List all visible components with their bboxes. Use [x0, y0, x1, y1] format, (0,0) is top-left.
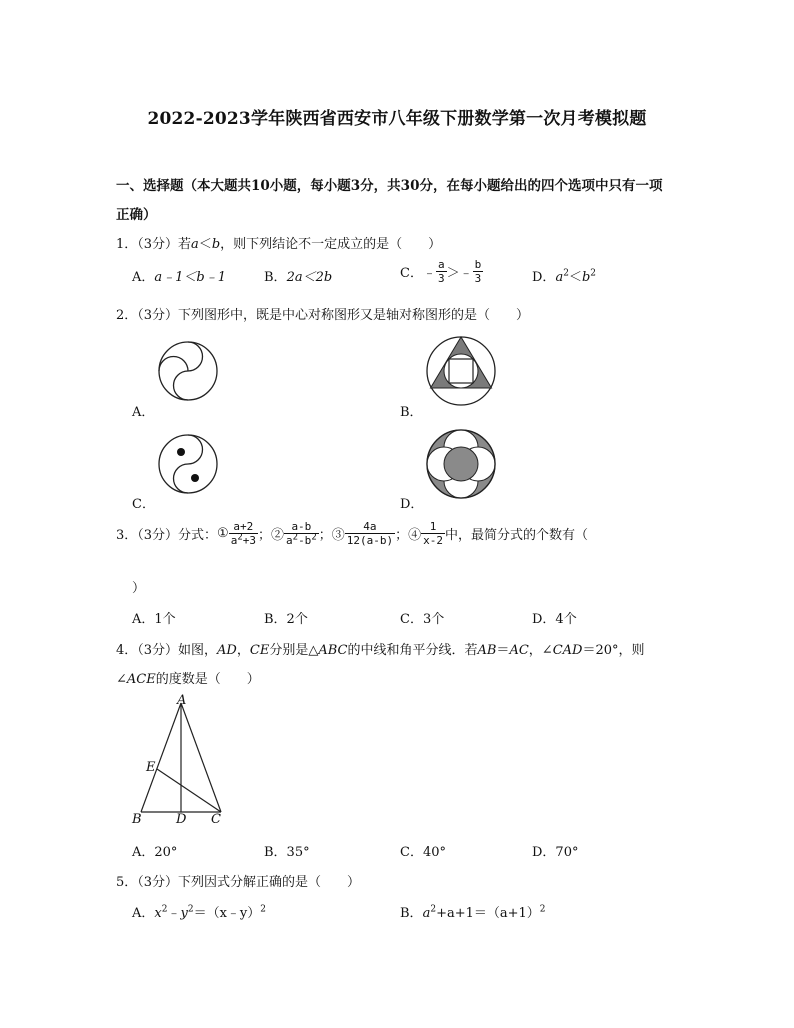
q3-suffix: 中，最简分式的个数有（ — [445, 528, 589, 543]
q4-ad: AD — [217, 643, 237, 658]
q1-option-b — [264, 266, 332, 285]
four-petal-circle-icon — [425, 428, 497, 500]
q3-option-d: D．4个 — [532, 612, 577, 627]
q4-eq: ＝ — [496, 643, 510, 658]
option-text: 2a＜2b — [286, 270, 333, 285]
base: a — [555, 270, 564, 285]
q4-abc: ABC — [318, 643, 348, 658]
option-label: C． — [400, 266, 423, 281]
frac-num: a — [437, 258, 445, 271]
q3-prefix: 3．（3分）分式： — [116, 528, 218, 543]
den-exp: 2 — [311, 532, 317, 543]
q1-var-a: a — [191, 237, 199, 252]
exponent: 2 — [161, 904, 168, 915]
option-label: A． — [132, 906, 155, 921]
question-3-stem — [116, 520, 588, 547]
option-label: B． — [400, 906, 423, 921]
point-e-label: E — [146, 760, 156, 775]
question-5-stem: 5．（3分）下列因式分解正确的是（ ） — [116, 875, 361, 890]
q4-ce: CE — [249, 643, 270, 658]
vertex-c-label: C — [211, 812, 221, 827]
fraction-b-over-3 — [473, 258, 484, 285]
q4-option-d: D．70° — [532, 845, 579, 860]
frac-num: 1 — [421, 520, 445, 534]
frac-num: 4a — [345, 520, 395, 534]
q4-suffix: 的度数是（ ） — [155, 672, 260, 687]
fraction-4 — [421, 520, 445, 547]
q3-option-c: C．3个 — [400, 612, 445, 627]
exponent: 2 — [187, 904, 194, 915]
q1-suffix: ，则下列结论不一定成立的是（ ） — [220, 237, 442, 252]
var-y: y — [180, 906, 188, 921]
frac-num: b — [474, 258, 482, 271]
q1-option-a — [132, 266, 226, 285]
exponent: 2 — [430, 904, 437, 915]
yin-yang-icon — [157, 433, 219, 495]
minus-sign: ﹣ — [167, 906, 181, 921]
side-ac — [181, 703, 221, 812]
q3-marker-1: ① — [217, 526, 229, 541]
q4-ab: AB — [477, 643, 497, 658]
q1-option-c — [400, 258, 483, 285]
option-text: a﹣1＜b﹣1 — [154, 270, 227, 285]
q3-sep-3: ；③ — [318, 528, 345, 543]
rhs: +a+1＝（a+1） — [436, 906, 540, 921]
frac-den: 3 — [437, 272, 445, 285]
den-exp: 2 — [292, 532, 299, 543]
vertex-a-label: A — [177, 693, 187, 708]
section-heading-cont: 正确） — [116, 207, 157, 223]
question-4-stem-cont — [116, 668, 260, 687]
rhs: ＝（x﹣y） — [193, 906, 261, 921]
angle-sign: ∠ — [116, 672, 127, 687]
base: b — [581, 270, 591, 285]
option-label: A． — [132, 270, 155, 285]
q1-lt: ＜ — [198, 237, 212, 252]
q4-cad: CAD — [552, 643, 583, 658]
q1-prefix: 1．（3分）若 — [116, 237, 192, 252]
q4-comma: ， — [236, 643, 250, 658]
minus-sign: ﹣ — [422, 266, 436, 281]
frac-den: 12(a-b) — [346, 534, 394, 547]
side-ab — [141, 703, 181, 812]
exponent: 2 — [590, 268, 597, 279]
fraction-1 — [229, 520, 258, 547]
q3-sep-2: ；② — [258, 528, 285, 543]
q4-option-a: A．20° — [132, 845, 178, 860]
q2-option-b-label: B． — [400, 405, 423, 420]
q4-prefix: 4．（3分）如图， — [116, 643, 218, 658]
den-rest: +3 — [242, 534, 256, 547]
frac-den: 3 — [474, 272, 482, 285]
var-a: a — [422, 906, 431, 921]
q1-option-d — [532, 266, 596, 285]
den-base: a — [286, 534, 293, 547]
frac-den — [284, 534, 319, 547]
question-4-stem — [116, 639, 645, 658]
q4-ace: ACE — [126, 672, 156, 687]
q2-option-c-label: C． — [132, 497, 155, 512]
q3-option-a: A．1个 — [132, 612, 176, 627]
option-label: D． — [532, 270, 556, 285]
swirl-circle-icon — [157, 340, 219, 402]
q4-mid3: ，∠ — [528, 643, 553, 658]
triangle-in-circle-icon — [425, 335, 497, 407]
frac-num: a+2 — [229, 520, 258, 534]
fraction-2 — [284, 520, 319, 547]
exponent: 2 — [563, 268, 569, 279]
q3-sep-4: ；④ — [395, 528, 422, 543]
q3-option-b: B．2个 — [264, 612, 308, 627]
q4-option-b: B．35° — [264, 845, 310, 860]
den-mid: -b — [298, 534, 312, 547]
q4-option-c: C．40° — [400, 845, 446, 860]
q4-mid2: 的中线和角平分线．若 — [347, 643, 478, 658]
frac-den: x-2 — [423, 534, 443, 547]
q4-ac: AC — [509, 643, 529, 658]
den-base: a — [230, 534, 238, 547]
lt-sign: ＜ — [568, 270, 582, 285]
q2-option-d-label: D． — [400, 497, 424, 512]
vertex-b-label: B — [132, 812, 142, 827]
fraction-3 — [345, 520, 395, 547]
option-label: B． — [264, 270, 287, 285]
frac-num: a-b — [284, 520, 319, 534]
q3-stem-cont: ） — [132, 581, 146, 596]
bisector-ce — [157, 769, 221, 812]
den-exp: 2 — [237, 532, 243, 543]
frac-den — [229, 534, 258, 547]
q2-option-a-label: A． — [132, 405, 155, 420]
section-heading: 一、选择题（本大题共10小题，每小题3分，共30分，在每小题给出的四个选项中只有一项 — [116, 178, 663, 194]
q1-var-b: b — [211, 237, 221, 252]
var-x: x — [154, 906, 162, 921]
question-1-stem — [116, 233, 441, 252]
fraction-a-over-3 — [436, 258, 447, 285]
exponent: 2 — [539, 904, 546, 915]
q4-mid1: 分别是△ — [269, 643, 319, 658]
gt-sign: ＞﹣ — [446, 266, 473, 281]
q5-option-a — [132, 902, 266, 921]
point-d-label: D — [176, 812, 187, 827]
page-title: 2022-2023学年陕西省西安市八年级下册数学第一次月考模拟题 — [147, 109, 647, 129]
exponent: 2 — [260, 904, 266, 915]
q4-mid4: ＝20°，则 — [582, 643, 645, 658]
q5-option-b — [400, 902, 546, 921]
triangle-abc-figure — [128, 690, 238, 830]
question-2-stem: 2．（3分）下列图形中，既是中心对称图形又是轴对称图形的是（ ） — [116, 308, 530, 323]
